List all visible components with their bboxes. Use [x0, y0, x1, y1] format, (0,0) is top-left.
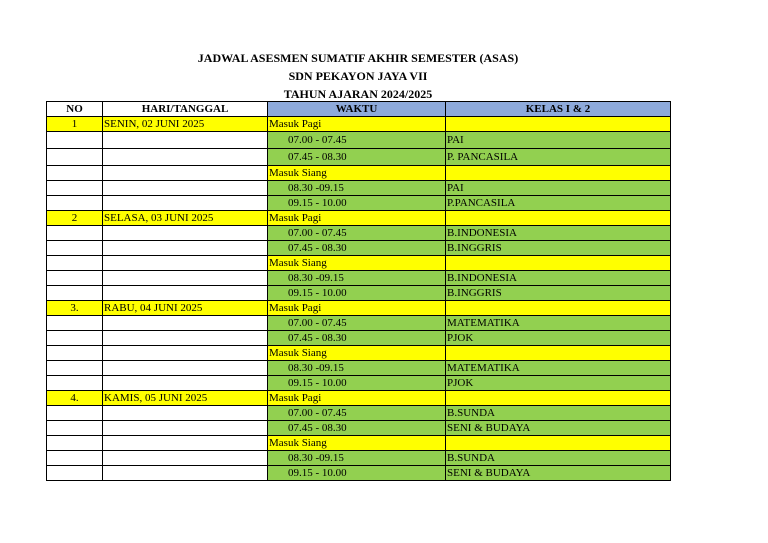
- header-no: NO: [47, 102, 103, 117]
- session-row: [47, 391, 671, 406]
- day-number: 3.: [47, 301, 103, 316]
- empty-cell: [103, 166, 268, 181]
- schedule-table: [46, 101, 671, 481]
- subject-cell: B.SUNDA: [446, 406, 671, 421]
- empty-cell: [446, 301, 671, 316]
- session-label: Masuk Siang: [268, 436, 446, 451]
- time-slot: 09.15 - 10.00: [268, 466, 446, 481]
- subject-cell: PAI: [446, 132, 671, 149]
- time-slot: 07.00 - 07.45: [268, 132, 446, 149]
- session-row: [47, 301, 671, 316]
- header-row: [47, 102, 671, 117]
- table-row: [47, 376, 671, 391]
- empty-cell: [446, 391, 671, 406]
- empty-cell: [446, 436, 671, 451]
- day-date: SELASA, 03 JUNI 2025: [103, 211, 268, 226]
- empty-cell: [446, 211, 671, 226]
- day-number: 4.: [47, 391, 103, 406]
- table-row: [47, 406, 671, 421]
- schedule-body: [47, 117, 671, 481]
- empty-cell: [47, 132, 103, 149]
- session-label: Masuk Pagi: [268, 391, 446, 406]
- time-slot: 07.00 - 07.45: [268, 316, 446, 331]
- day-date: RABU, 04 JUNI 2025: [103, 301, 268, 316]
- empty-cell: [103, 406, 268, 421]
- session-row: [47, 346, 671, 361]
- day-date: SENIN, 02 JUNI 2025: [103, 117, 268, 132]
- table-row: [47, 226, 671, 241]
- empty-cell: [446, 346, 671, 361]
- time-slot: 09.15 - 10.00: [268, 376, 446, 391]
- empty-cell: [47, 346, 103, 361]
- empty-cell: [47, 166, 103, 181]
- subject-cell: MATEMATIKA: [446, 316, 671, 331]
- subject-cell: PJOK: [446, 376, 671, 391]
- empty-cell: [47, 376, 103, 391]
- session-row: [47, 211, 671, 226]
- subject-cell: SENI & BUDAYA: [446, 421, 671, 436]
- empty-cell: [103, 331, 268, 346]
- table-row: [47, 466, 671, 481]
- session-label: Masuk Siang: [268, 166, 446, 181]
- empty-cell: [446, 117, 671, 132]
- empty-cell: [103, 226, 268, 241]
- table-row: [47, 181, 671, 196]
- empty-cell: [47, 406, 103, 421]
- empty-cell: [103, 271, 268, 286]
- empty-cell: [103, 196, 268, 211]
- school-name: SDN PEKAYON JAYA VII: [288, 69, 428, 83]
- empty-cell: [47, 466, 103, 481]
- empty-cell: [103, 149, 268, 166]
- subject-cell: SENI & BUDAYA: [446, 466, 671, 481]
- day-number: 1: [47, 117, 103, 132]
- session-label: Masuk Pagi: [268, 117, 446, 132]
- title-block: [46, 49, 670, 103]
- time-slot: 08.30 -09.15: [268, 271, 446, 286]
- empty-cell: [103, 451, 268, 466]
- empty-cell: [446, 166, 671, 181]
- subject-cell: PAI: [446, 181, 671, 196]
- subject-cell: PJOK: [446, 331, 671, 346]
- time-slot: 09.15 - 10.00: [268, 196, 446, 211]
- empty-cell: [47, 271, 103, 286]
- time-slot: 08.30 -09.15: [268, 451, 446, 466]
- empty-cell: [103, 346, 268, 361]
- time-slot: 08.30 -09.15: [268, 361, 446, 376]
- subject-cell: MATEMATIKA: [446, 361, 671, 376]
- subject-cell: B.INDONESIA: [446, 226, 671, 241]
- empty-cell: [103, 286, 268, 301]
- empty-cell: [103, 466, 268, 481]
- empty-cell: [103, 316, 268, 331]
- time-slot: 08.30 -09.15: [268, 181, 446, 196]
- empty-cell: [103, 376, 268, 391]
- empty-cell: [47, 181, 103, 196]
- subject-cell: B.INDONESIA: [446, 271, 671, 286]
- time-slot: 07.45 - 08.30: [268, 421, 446, 436]
- table-row: [47, 331, 671, 346]
- table-row: [47, 361, 671, 376]
- empty-cell: [47, 316, 103, 331]
- empty-cell: [47, 226, 103, 241]
- time-slot: 07.45 - 08.30: [268, 241, 446, 256]
- empty-cell: [103, 241, 268, 256]
- empty-cell: [103, 256, 268, 271]
- empty-cell: [47, 149, 103, 166]
- subject-cell: B.SUNDA: [446, 451, 671, 466]
- table-row: [47, 196, 671, 211]
- table-row: [47, 132, 671, 149]
- header-day: HARI/TANGGAL: [103, 102, 268, 117]
- empty-cell: [47, 331, 103, 346]
- time-slot: 07.45 - 08.30: [268, 149, 446, 166]
- table-row: [47, 241, 671, 256]
- subject-cell: B.INGGRIS: [446, 241, 671, 256]
- empty-cell: [47, 196, 103, 211]
- table-row: [47, 451, 671, 466]
- empty-cell: [47, 241, 103, 256]
- session-row: [47, 117, 671, 132]
- table-row: [47, 421, 671, 436]
- document-title: JADWAL ASESMEN SUMATIF AKHIR SEMESTER (ASAS): [197, 51, 519, 65]
- time-slot: 07.00 - 07.45: [268, 226, 446, 241]
- time-slot: 07.45 - 08.30: [268, 331, 446, 346]
- empty-cell: [47, 256, 103, 271]
- table-row: [47, 149, 671, 166]
- table-row: [47, 316, 671, 331]
- subject-cell: P. PANCASILA: [446, 149, 671, 166]
- empty-cell: [103, 361, 268, 376]
- empty-cell: [47, 286, 103, 301]
- session-row: [47, 256, 671, 271]
- empty-cell: [103, 181, 268, 196]
- day-date: KAMIS, 05 JUNI 2025: [103, 391, 268, 406]
- session-label: Masuk Pagi: [268, 301, 446, 316]
- session-label: Masuk Siang: [268, 256, 446, 271]
- empty-cell: [446, 256, 671, 271]
- session-label: Masuk Siang: [268, 346, 446, 361]
- header-class: KELAS I & 2: [446, 102, 671, 117]
- academic-year: TAHUN AJARAN 2024/2025: [283, 87, 433, 101]
- empty-cell: [103, 132, 268, 149]
- table-row: [47, 271, 671, 286]
- empty-cell: [103, 421, 268, 436]
- table-row: [47, 286, 671, 301]
- empty-cell: [103, 436, 268, 451]
- session-label: Masuk Pagi: [268, 211, 446, 226]
- empty-cell: [47, 421, 103, 436]
- subject-cell: P.PANCASILA: [446, 196, 671, 211]
- day-number: 2: [47, 211, 103, 226]
- empty-cell: [47, 451, 103, 466]
- time-slot: 09.15 - 10.00: [268, 286, 446, 301]
- time-slot: 07.00 - 07.45: [268, 406, 446, 421]
- subject-cell: B.INGGRIS: [446, 286, 671, 301]
- session-row: [47, 436, 671, 451]
- empty-cell: [47, 436, 103, 451]
- empty-cell: [47, 361, 103, 376]
- header-time: WAKTU: [268, 102, 446, 117]
- session-row: [47, 166, 671, 181]
